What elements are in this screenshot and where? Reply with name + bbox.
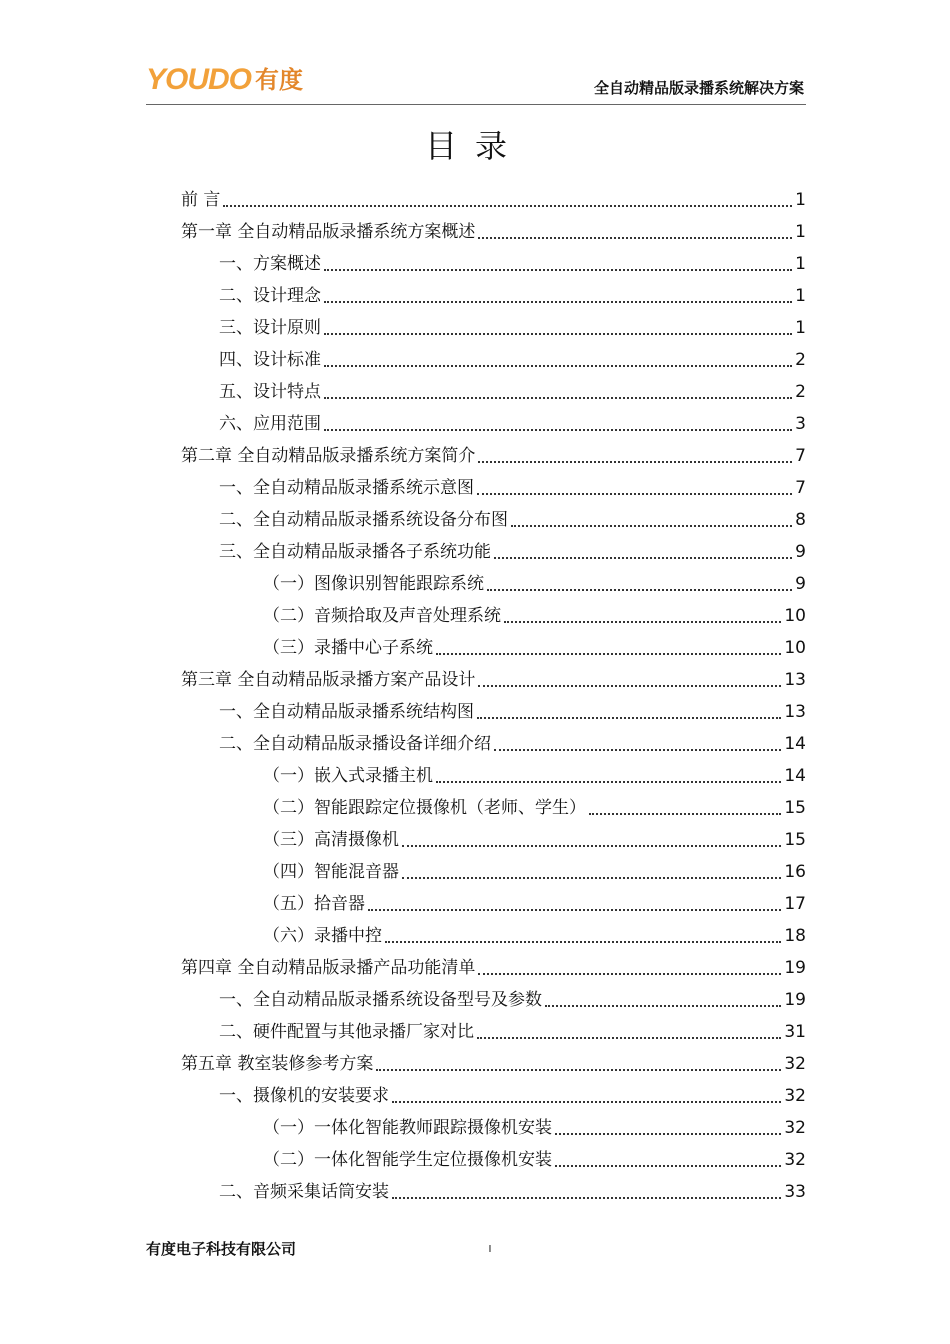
toc-entry-page: 16 xyxy=(784,862,806,882)
toc-dot-leader xyxy=(324,428,792,431)
toc-dot-leader xyxy=(392,1100,781,1103)
logo-wordmark: YOUDO xyxy=(146,63,252,96)
toc-dot-leader xyxy=(324,396,792,399)
toc-entry-label: 二、全自动精品版录播设备详细介绍 xyxy=(219,734,491,754)
toc-entry-page: 10 xyxy=(784,638,806,658)
toc-dot-leader xyxy=(545,1004,781,1007)
toc-dot-leader xyxy=(555,1164,781,1167)
toc-entry-label: 一、摄像机的安装要求 xyxy=(219,1086,389,1106)
toc-entry-label: 第四章 全自动精品版录播产品功能清单 xyxy=(181,958,476,978)
toc-entry-label: 五、设计特点 xyxy=(219,382,321,402)
toc-entry-page: 8 xyxy=(795,510,806,530)
toc-entry-page: 15 xyxy=(784,798,806,818)
toc-dot-leader xyxy=(324,364,792,367)
toc-entry[interactable] xyxy=(181,984,806,1016)
toc-dot-leader xyxy=(478,460,792,463)
document-title: 全自动精品版录播系统解决方案 xyxy=(593,79,804,97)
toc-entry[interactable] xyxy=(181,856,806,888)
toc-entry[interactable] xyxy=(181,344,806,376)
toc-entry[interactable] xyxy=(181,568,806,600)
toc-entry-page: 1 xyxy=(795,222,806,242)
toc-entry-page: 19 xyxy=(784,990,806,1010)
toc-entry-label: 六、应用范围 xyxy=(219,414,321,434)
toc-entry-page: 13 xyxy=(784,670,806,690)
toc-entry-label: （二）音频拾取及声音处理系统 xyxy=(263,606,501,626)
toc-entry[interactable] xyxy=(181,1016,806,1048)
toc-entry-page: 19 xyxy=(784,958,806,978)
toc-entry-label: （一）嵌入式录播主机 xyxy=(263,766,433,786)
toc-entry-label: 二、全自动精品版录播系统设备分布图 xyxy=(219,510,508,530)
toc-entry-label: 一、全自动精品版录播系统结构图 xyxy=(219,702,474,722)
toc-entry-page: 2 xyxy=(795,382,806,402)
toc-dot-leader xyxy=(555,1132,781,1135)
toc-entry-page: 15 xyxy=(784,830,806,850)
toc-entry-label: 一、全自动精品版录播系统示意图 xyxy=(219,478,474,498)
toc-entry[interactable] xyxy=(181,1176,806,1208)
toc-dot-leader xyxy=(477,492,792,495)
toc-dot-leader xyxy=(477,716,781,719)
toc-entry-page: 33 xyxy=(784,1182,806,1202)
toc-dot-leader xyxy=(368,908,781,911)
toc-entry[interactable] xyxy=(181,1080,806,1112)
toc-entry-label: 二、音频采集话筒安装 xyxy=(219,1182,389,1202)
toc-entry-label: 第三章 全自动精品版录播方案产品设计 xyxy=(181,670,476,690)
footer-company-name: 有度电子科技有限公司 xyxy=(146,1240,297,1258)
toc-entry[interactable] xyxy=(181,824,806,856)
toc-dot-leader xyxy=(324,300,792,303)
toc-entry-label: 二、设计理念 xyxy=(219,286,321,306)
toc-entry-label: （一）图像识别智能跟踪系统 xyxy=(263,574,484,594)
toc-entry-page: 13 xyxy=(784,702,806,722)
toc-entry-page: 32 xyxy=(784,1150,806,1170)
toc-entry-page: 32 xyxy=(784,1086,806,1106)
toc-dot-leader xyxy=(494,556,792,559)
toc-dot-leader xyxy=(376,1068,781,1071)
toc-entry-page: 10 xyxy=(784,606,806,626)
toc-dot-leader xyxy=(436,652,781,655)
toc-entry-label: （六）录播中控 xyxy=(263,926,382,946)
toc-entry[interactable] xyxy=(181,1144,806,1176)
toc-dot-leader xyxy=(478,236,792,239)
toc-entry-label: 三、设计原则 xyxy=(219,318,321,338)
toc-dot-leader xyxy=(324,332,792,335)
footer-page-number: I xyxy=(488,1244,492,1255)
toc-entry[interactable] xyxy=(181,632,806,664)
toc-entry-page: 9 xyxy=(795,542,806,562)
toc-dot-leader xyxy=(402,844,781,847)
toc-entry[interactable] xyxy=(181,184,806,216)
toc-entry[interactable] xyxy=(181,760,806,792)
toc-entry-page: 17 xyxy=(784,894,806,914)
toc-entry-label: （三）高清摄像机 xyxy=(263,830,399,850)
toc-dot-leader xyxy=(511,524,792,527)
toc-entry[interactable] xyxy=(181,696,806,728)
toc-entry-page: 1 xyxy=(795,254,806,274)
toc-entry[interactable] xyxy=(181,472,806,504)
toc-entry-page: 2 xyxy=(795,350,806,370)
toc-entry-page: 3 xyxy=(795,414,806,434)
toc-entry-page: 7 xyxy=(795,478,806,498)
toc-entry-page: 9 xyxy=(795,574,806,594)
toc-entry-page: 32 xyxy=(784,1054,806,1074)
toc-entry[interactable] xyxy=(181,920,806,952)
toc-entry-label: 一、全自动精品版录播系统设备型号及参数 xyxy=(219,990,542,1010)
toc-dot-leader xyxy=(385,940,781,943)
toc-entry[interactable] xyxy=(181,728,806,760)
toc-dot-leader xyxy=(478,972,781,975)
toc-entry-page: 1 xyxy=(795,318,806,338)
toc-entry-label: （四）智能混音器 xyxy=(263,862,399,882)
toc-entry-page: 1 xyxy=(795,190,806,210)
toc-entry-page: 32 xyxy=(784,1118,806,1138)
toc-entry-page: 14 xyxy=(784,734,806,754)
toc-entry-label: 一、方案概述 xyxy=(219,254,321,274)
toc-entry[interactable] xyxy=(181,440,806,472)
toc-dot-leader xyxy=(436,780,781,783)
toc-entry[interactable] xyxy=(181,248,806,280)
toc-entry-label: 第二章 全自动精品版录播系统方案简介 xyxy=(181,446,476,466)
toc-entry-label: 四、设计标准 xyxy=(219,350,321,370)
logo-chinese-name: 有度 xyxy=(255,66,304,94)
toc-dot-leader xyxy=(487,588,792,591)
toc-dot-leader xyxy=(478,684,781,687)
toc-entry-page: 18 xyxy=(784,926,806,946)
toc-entry[interactable] xyxy=(181,408,806,440)
toc-entry-label: 第一章 全自动精品版录播系统方案概述 xyxy=(181,222,476,242)
toc-entry-label: （二）一体化智能学生定位摄像机安装 xyxy=(263,1150,552,1170)
toc-entry-page: 31 xyxy=(784,1022,806,1042)
toc-entry[interactable] xyxy=(181,376,806,408)
toc-entry[interactable] xyxy=(181,792,806,824)
toc-entry-label: 第五章 教室装修参考方案 xyxy=(181,1054,374,1074)
toc-entry-page: 7 xyxy=(795,446,806,466)
toc-entry[interactable] xyxy=(181,664,806,696)
toc-entry[interactable] xyxy=(181,280,806,312)
page-header xyxy=(0,0,950,110)
toc-entry-label: （二）智能跟踪定位摄像机（老师、学生） xyxy=(263,798,586,818)
toc-dot-leader xyxy=(324,268,792,271)
toc-entry-label: （一）一体化智能教师跟踪摄像机安装 xyxy=(263,1118,552,1138)
header-divider xyxy=(146,104,806,105)
toc-entry-label: 三、全自动精品版录播各子系统功能 xyxy=(219,542,491,562)
company-logo xyxy=(146,62,303,98)
toc-entry[interactable] xyxy=(181,504,806,536)
toc-entry[interactable] xyxy=(181,216,806,248)
toc-entry[interactable] xyxy=(181,1112,806,1144)
toc-dot-leader xyxy=(504,620,781,623)
toc-entry[interactable] xyxy=(181,600,806,632)
toc-entry[interactable] xyxy=(181,888,806,920)
toc-entry[interactable] xyxy=(181,1048,806,1080)
toc-entry-label: 二、硬件配置与其他录播厂家对比 xyxy=(219,1022,474,1042)
toc-dot-leader xyxy=(477,1036,781,1039)
toc-entry-label: （三）录播中心子系统 xyxy=(263,638,433,658)
toc-entry-page: 14 xyxy=(784,766,806,786)
toc-entry-label: （五）拾音器 xyxy=(263,894,365,914)
toc-entry[interactable] xyxy=(181,536,806,568)
toc-entry[interactable] xyxy=(181,952,806,984)
toc-entry[interactable] xyxy=(181,312,806,344)
toc-entry-page: 1 xyxy=(795,286,806,306)
toc-entry-label: 前 言 xyxy=(181,190,221,210)
table-of-contents xyxy=(181,184,806,1208)
page-title: 目录 xyxy=(424,127,525,165)
toc-dot-leader xyxy=(494,748,781,751)
toc-dot-leader xyxy=(402,876,781,879)
toc-dot-leader xyxy=(223,204,792,207)
toc-dot-leader xyxy=(589,812,781,815)
toc-dot-leader xyxy=(392,1196,781,1199)
